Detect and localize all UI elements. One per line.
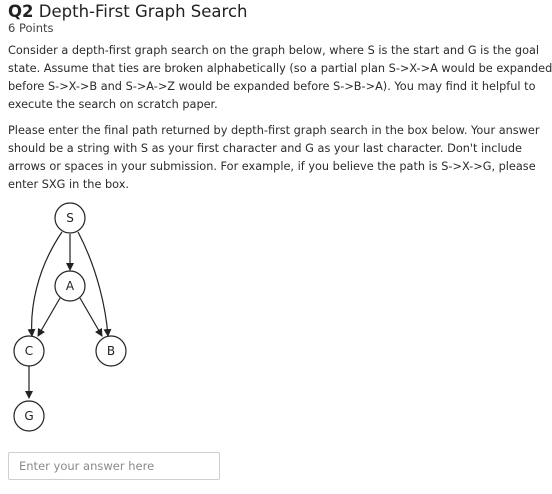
graph-diagram [8,200,132,446]
instructions-paragraph-2 [8,122,540,194]
paragraph-line: enter SXG in the box. [8,178,130,191]
node-c-label: C [24,344,34,358]
graph-svg [8,200,132,446]
edge-a-c [38,298,60,336]
node-s-label: S [66,211,74,225]
node-b-label: B [106,344,116,358]
node-g [14,401,44,431]
instructions-paragraph-1 [8,42,552,114]
paragraph-line: execute the search on scratch paper. [8,98,218,111]
paragraph-line: state. Assume that ties are broken alphabetically (so a partial plan S->X->A would be expanded [8,62,552,75]
paragraph-line: before S->X->B and S->A->Z would be expanded before S->B->A). You may find it helpful to [8,80,536,93]
question-header [8,1,248,23]
node-b [96,336,126,366]
paragraph-line: Please enter the final path returned by depth-first graph search in the box below. Your answer [8,124,540,137]
node-s [55,203,85,233]
question-points: 6 Points [8,21,54,35]
paragraph-line: should be a string with S as your first character and G as your last character. Don't include [8,142,522,155]
edge-a-b [80,298,102,336]
paragraph-line: arrows or spaces in your submission. For example, if you believe the path is S->X->G, please [8,160,536,173]
node-a-label: A [65,279,75,293]
answer-input[interactable] [8,452,220,480]
question-title: Depth-First Graph Search [38,2,248,21]
paragraph-line: Consider a depth-first graph search on the graph below, where S is the start and G is the goal [8,44,540,57]
node-a [55,271,85,301]
question-number: Q2 [8,2,34,21]
node-c [14,336,44,366]
node-g-label: G [24,409,34,423]
